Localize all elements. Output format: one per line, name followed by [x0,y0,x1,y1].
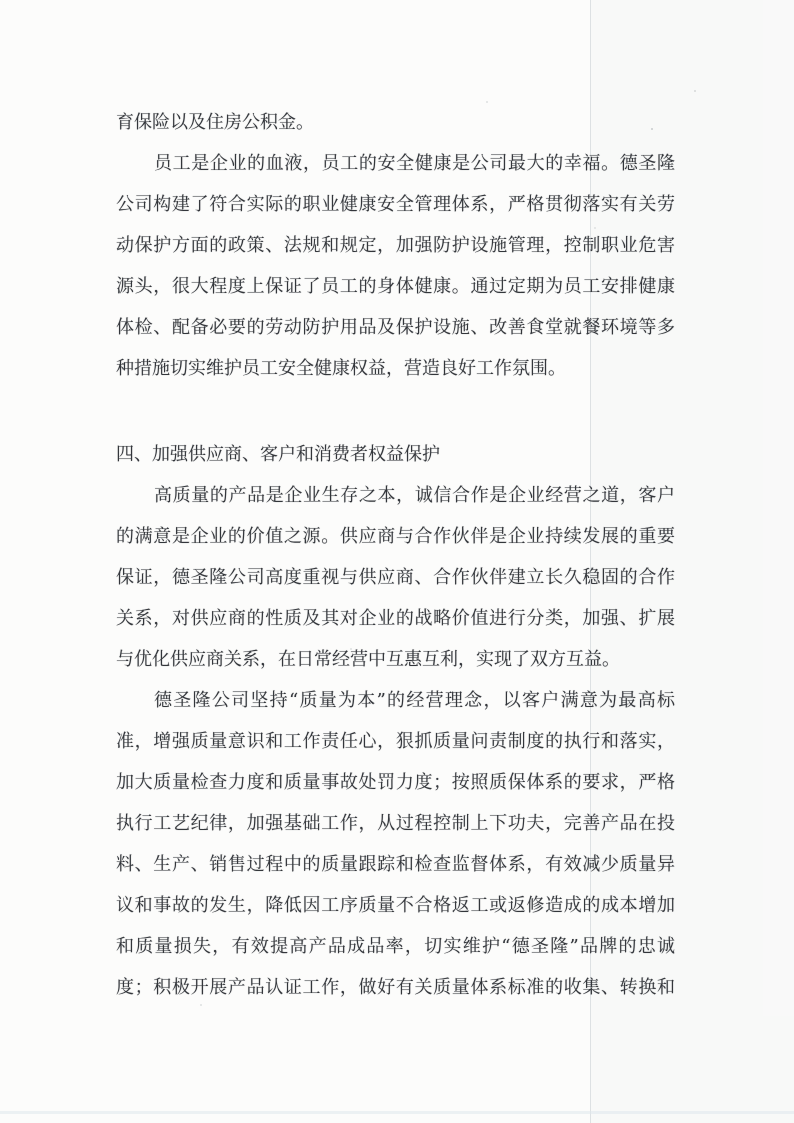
paragraph-line: 体检、配备必要的劳动防护用品及保护设施、改善食堂就餐环境等多 [116,317,675,338]
paragraph-line: 德圣隆公司坚持“质量为本”的经营理念，以客户满意为最高标 [154,690,675,711]
paragraph-line: 议和事故的发生，降低因工序质量不合格返工或返修造成的成本增加 [116,895,675,916]
section-heading: 四、加强供应商、客户和消费者权益保护 [116,444,440,465]
paragraph-line: 的满意是企业的价值之源。供应商与合作伙伴是企业持续发展的重要 [116,526,675,547]
paragraph-line: 动保护方面的政策、法规和规定，加强防护设施管理，控制职业危害 [116,235,675,256]
paragraph-line: 源头，很大程度上保证了员工的身体健康。通过定期为员工安排健康 [116,276,675,297]
paragraph-line: 公司构建了符合实际的职业健康安全管理体系，严格贯彻落实有关劳 [116,194,675,215]
paragraph-line: 高质量的产品是企业生存之本，诚信合作是企业经营之道，客户 [154,485,675,506]
paragraph-line: 加大质量检查力度和质量事故处罚力度；按照质保体系的要求，严格 [116,772,675,793]
paragraph-line: 度；积极开展产品认证工作，做好有关质量体系标准的收集、转换和 [116,977,675,998]
paragraph-line: 执行工艺纪律，加强基础工作，从过程控制上下功夫，完善产品在投 [116,813,675,834]
scan-noise-speckles [0,0,2,2]
document-body [116,102,675,1008]
paragraph-line: 保证，德圣隆公司高度重视与供应商、合作伙伴建立长久稳固的合作 [116,567,675,588]
paragraph-line: 与优化供应商关系，在日常经营中互惠互利，实现了双方互益。 [116,649,620,670]
paragraph-continuation-line: 育保险以及住房公积金。 [116,112,314,133]
paragraph-line: 料、生产、销售过程中的质量跟踪和检查监督体系，有效减少质量异 [116,854,675,875]
paragraph-line: 和质量损失，有效提高产品成品率，切实维护“德圣隆”品牌的忠诚 [116,936,675,957]
paragraph-line: 种措施切实维护员工安全健康权益，营造良好工作氛围。 [116,358,566,379]
scan-artifact-bottom-band [0,1111,794,1114]
paragraph-line: 准，增强质量意识和工作责任心，狠抓质量问责制度的执行和落实， [116,731,675,752]
paragraph-line: 关系，对供应商的性质及其对企业的战略价值进行分类，加强、扩展 [116,608,675,629]
paragraph-line: 员工是企业的血液，员工的安全健康是公司最大的幸福。德圣隆 [154,153,675,174]
